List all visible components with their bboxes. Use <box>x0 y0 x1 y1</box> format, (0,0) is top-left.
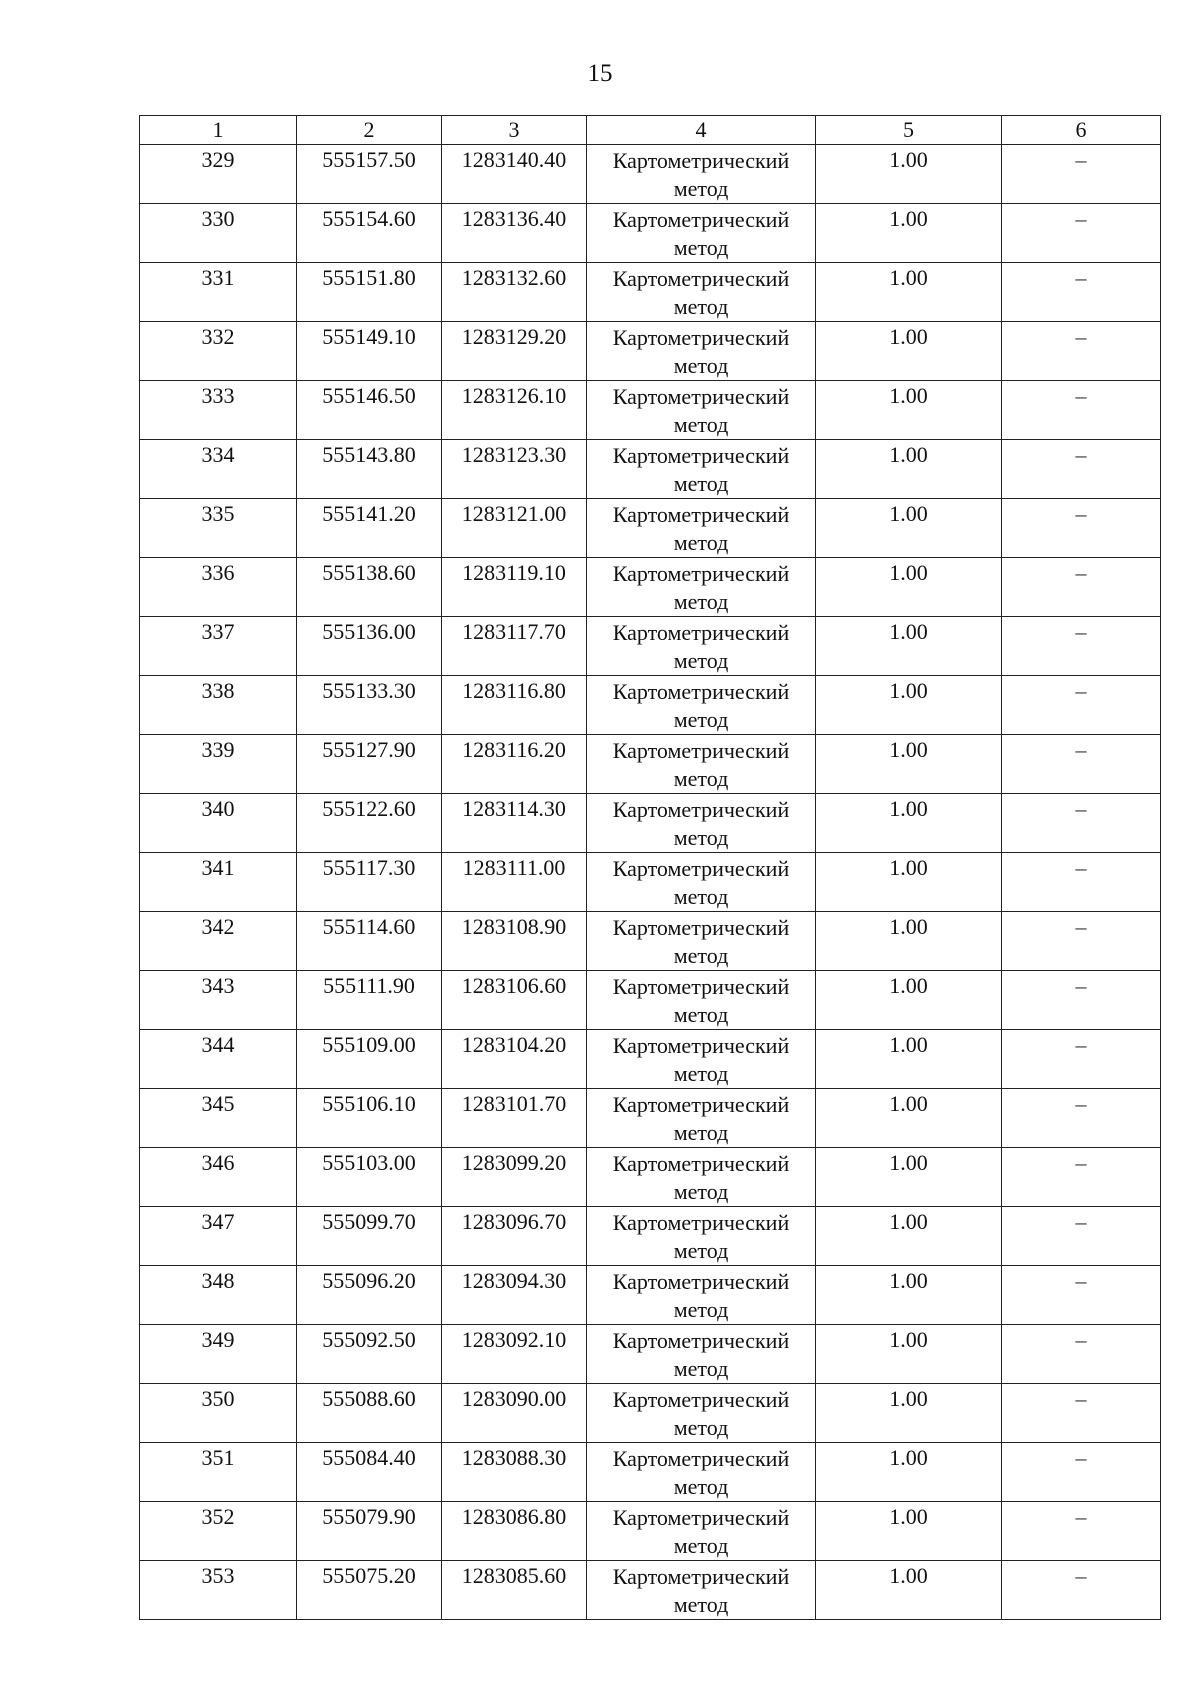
description-cell: – <box>1002 1266 1161 1325</box>
y-coordinate-cell: 1283121.00 <box>442 499 587 558</box>
description-cell: – <box>1002 1384 1161 1443</box>
table-row <box>140 1561 1161 1620</box>
y-coordinate-cell: 1283099.20 <box>442 1148 587 1207</box>
accuracy-cell: 1.00 <box>816 912 1002 971</box>
accuracy-cell: 1.00 <box>816 263 1002 322</box>
accuracy-cell: 1.00 <box>816 1502 1002 1561</box>
accuracy-cell: 1.00 <box>816 1561 1002 1620</box>
y-coordinate-cell: 1283096.70 <box>442 1207 587 1266</box>
accuracy-cell: 1.00 <box>816 1089 1002 1148</box>
x-coordinate-cell: 555149.10 <box>297 322 442 381</box>
x-coordinate-cell: 555157.50 <box>297 145 442 204</box>
table-row <box>140 1502 1161 1561</box>
y-coordinate-cell: 1283094.30 <box>442 1266 587 1325</box>
description-cell: – <box>1002 322 1161 381</box>
accuracy-cell: 1.00 <box>816 794 1002 853</box>
method-cell: Картометрический метод <box>587 853 816 912</box>
y-coordinate-cell: 1283088.30 <box>442 1443 587 1502</box>
x-coordinate-cell: 555117.30 <box>297 853 442 912</box>
description-cell: – <box>1002 735 1161 794</box>
table-row <box>140 794 1161 853</box>
point-number-cell: 341 <box>140 853 297 912</box>
y-coordinate-cell: 1283129.20 <box>442 322 587 381</box>
x-coordinate-cell: 555133.30 <box>297 676 442 735</box>
coordinates-table <box>139 115 1161 1620</box>
y-coordinate-cell: 1283116.80 <box>442 676 587 735</box>
y-coordinate-cell: 1283085.60 <box>442 1561 587 1620</box>
point-number-cell: 343 <box>140 971 297 1030</box>
x-coordinate-cell: 555109.00 <box>297 1030 442 1089</box>
description-cell: – <box>1002 1089 1161 1148</box>
table-row <box>140 1325 1161 1384</box>
point-number-cell: 329 <box>140 145 297 204</box>
point-number-cell: 339 <box>140 735 297 794</box>
y-coordinate-cell: 1283132.60 <box>442 263 587 322</box>
method-cell: Картометрический метод <box>587 381 816 440</box>
accuracy-cell: 1.00 <box>816 1325 1002 1384</box>
point-number-cell: 338 <box>140 676 297 735</box>
y-coordinate-cell: 1283123.30 <box>442 440 587 499</box>
table-row <box>140 617 1161 676</box>
x-coordinate-cell: 555096.20 <box>297 1266 442 1325</box>
method-cell: Картометрический метод <box>587 735 816 794</box>
x-coordinate-cell: 555111.90 <box>297 971 442 1030</box>
y-coordinate-cell: 1283136.40 <box>442 204 587 263</box>
table-row <box>140 322 1161 381</box>
x-coordinate-cell: 555151.80 <box>297 263 442 322</box>
point-number-cell: 342 <box>140 912 297 971</box>
point-number-cell: 336 <box>140 558 297 617</box>
table-body <box>140 145 1161 1620</box>
description-cell: – <box>1002 440 1161 499</box>
description-cell: – <box>1002 1502 1161 1561</box>
table-row <box>140 676 1161 735</box>
point-number-cell: 337 <box>140 617 297 676</box>
x-coordinate-cell: 555075.20 <box>297 1561 442 1620</box>
table-header-row <box>140 116 1161 145</box>
x-coordinate-cell: 555088.60 <box>297 1384 442 1443</box>
accuracy-cell: 1.00 <box>816 499 1002 558</box>
accuracy-cell: 1.00 <box>816 558 1002 617</box>
x-coordinate-cell: 555127.90 <box>297 735 442 794</box>
table-row <box>140 735 1161 794</box>
point-number-cell: 340 <box>140 794 297 853</box>
method-cell: Картометрический метод <box>587 1266 816 1325</box>
method-cell: Картометрический метод <box>587 1561 816 1620</box>
point-number-cell: 331 <box>140 263 297 322</box>
method-cell: Картометрический метод <box>587 558 816 617</box>
table-row <box>140 145 1161 204</box>
point-number-cell: 335 <box>140 499 297 558</box>
y-coordinate-cell: 1283086.80 <box>442 1502 587 1561</box>
y-coordinate-cell: 1283140.40 <box>442 145 587 204</box>
point-number-cell: 332 <box>140 322 297 381</box>
point-number-cell: 349 <box>140 1325 297 1384</box>
point-number-cell: 350 <box>140 1384 297 1443</box>
table-row <box>140 499 1161 558</box>
x-coordinate-cell: 555079.90 <box>297 1502 442 1561</box>
column-header-6: 6 <box>1002 116 1161 145</box>
point-number-cell: 334 <box>140 440 297 499</box>
description-cell: – <box>1002 1148 1161 1207</box>
x-coordinate-cell: 555136.00 <box>297 617 442 676</box>
point-number-cell: 330 <box>140 204 297 263</box>
column-header-5: 5 <box>816 116 1002 145</box>
method-cell: Картометрический метод <box>587 440 816 499</box>
x-coordinate-cell: 555138.60 <box>297 558 442 617</box>
point-number-cell: 347 <box>140 1207 297 1266</box>
table-row <box>140 971 1161 1030</box>
table-row <box>140 1148 1161 1207</box>
method-cell: Картометрический метод <box>587 1089 816 1148</box>
accuracy-cell: 1.00 <box>816 204 1002 263</box>
table-row <box>140 853 1161 912</box>
point-number-cell: 353 <box>140 1561 297 1620</box>
description-cell: – <box>1002 676 1161 735</box>
point-number-cell: 345 <box>140 1089 297 1148</box>
x-coordinate-cell: 555103.00 <box>297 1148 442 1207</box>
description-cell: – <box>1002 794 1161 853</box>
accuracy-cell: 1.00 <box>816 145 1002 204</box>
accuracy-cell: 1.00 <box>816 676 1002 735</box>
accuracy-cell: 1.00 <box>816 853 1002 912</box>
y-coordinate-cell: 1283111.00 <box>442 853 587 912</box>
method-cell: Картометрический метод <box>587 204 816 263</box>
x-coordinate-cell: 555154.60 <box>297 204 442 263</box>
x-coordinate-cell: 555099.70 <box>297 1207 442 1266</box>
accuracy-cell: 1.00 <box>816 1030 1002 1089</box>
accuracy-cell: 1.00 <box>816 971 1002 1030</box>
method-cell: Картометрический метод <box>587 1443 816 1502</box>
description-cell: – <box>1002 1443 1161 1502</box>
description-cell: – <box>1002 912 1161 971</box>
y-coordinate-cell: 1283119.10 <box>442 558 587 617</box>
table-row <box>140 381 1161 440</box>
accuracy-cell: 1.00 <box>816 381 1002 440</box>
table-row <box>140 1030 1161 1089</box>
description-cell: – <box>1002 1030 1161 1089</box>
column-header-1: 1 <box>140 116 297 145</box>
table-row <box>140 263 1161 322</box>
column-header-3: 3 <box>442 116 587 145</box>
description-cell: – <box>1002 1207 1161 1266</box>
method-cell: Картометрический метод <box>587 1030 816 1089</box>
point-number-cell: 333 <box>140 381 297 440</box>
method-cell: Картометрический метод <box>587 263 816 322</box>
method-cell: Картометрический метод <box>587 1325 816 1384</box>
table-row <box>140 1443 1161 1502</box>
accuracy-cell: 1.00 <box>816 322 1002 381</box>
y-coordinate-cell: 1283106.60 <box>442 971 587 1030</box>
description-cell: – <box>1002 263 1161 322</box>
table-row <box>140 204 1161 263</box>
table-row <box>140 1207 1161 1266</box>
method-cell: Картометрический метод <box>587 1502 816 1561</box>
x-coordinate-cell: 555143.80 <box>297 440 442 499</box>
accuracy-cell: 1.00 <box>816 1443 1002 1502</box>
y-coordinate-cell: 1283116.20 <box>442 735 587 794</box>
y-coordinate-cell: 1283101.70 <box>442 1089 587 1148</box>
method-cell: Картометрический метод <box>587 499 816 558</box>
accuracy-cell: 1.00 <box>816 1266 1002 1325</box>
description-cell: – <box>1002 1325 1161 1384</box>
description-cell: – <box>1002 971 1161 1030</box>
x-coordinate-cell: 555146.50 <box>297 381 442 440</box>
method-cell: Картометрический метод <box>587 676 816 735</box>
method-cell: Картометрический метод <box>587 322 816 381</box>
x-coordinate-cell: 555114.60 <box>297 912 442 971</box>
y-coordinate-cell: 1283114.30 <box>442 794 587 853</box>
y-coordinate-cell: 1283090.00 <box>442 1384 587 1443</box>
x-coordinate-cell: 555122.60 <box>297 794 442 853</box>
table-row <box>140 1089 1161 1148</box>
point-number-cell: 346 <box>140 1148 297 1207</box>
y-coordinate-cell: 1283104.20 <box>442 1030 587 1089</box>
point-number-cell: 351 <box>140 1443 297 1502</box>
y-coordinate-cell: 1283108.90 <box>442 912 587 971</box>
method-cell: Картометрический метод <box>587 1207 816 1266</box>
table-row <box>140 440 1161 499</box>
accuracy-cell: 1.00 <box>816 1207 1002 1266</box>
accuracy-cell: 1.00 <box>816 617 1002 676</box>
description-cell: – <box>1002 145 1161 204</box>
y-coordinate-cell: 1283092.10 <box>442 1325 587 1384</box>
point-number-cell: 344 <box>140 1030 297 1089</box>
accuracy-cell: 1.00 <box>816 1384 1002 1443</box>
description-cell: – <box>1002 204 1161 263</box>
description-cell: – <box>1002 381 1161 440</box>
column-header-2: 2 <box>297 116 442 145</box>
column-header-4: 4 <box>587 116 816 145</box>
page-number: 15 <box>587 60 613 87</box>
x-coordinate-cell: 555092.50 <box>297 1325 442 1384</box>
y-coordinate-cell: 1283126.10 <box>442 381 587 440</box>
description-cell: – <box>1002 853 1161 912</box>
x-coordinate-cell: 555084.40 <box>297 1443 442 1502</box>
x-coordinate-cell: 555106.10 <box>297 1089 442 1148</box>
method-cell: Картометрический метод <box>587 617 816 676</box>
description-cell: – <box>1002 499 1161 558</box>
method-cell: Картометрический метод <box>587 1148 816 1207</box>
accuracy-cell: 1.00 <box>816 440 1002 499</box>
method-cell: Картометрический метод <box>587 971 816 1030</box>
method-cell: Картометрический метод <box>587 794 816 853</box>
point-number-cell: 352 <box>140 1502 297 1561</box>
method-cell: Картометрический метод <box>587 1384 816 1443</box>
x-coordinate-cell: 555141.20 <box>297 499 442 558</box>
table-row <box>140 558 1161 617</box>
y-coordinate-cell: 1283117.70 <box>442 617 587 676</box>
table-row <box>140 1384 1161 1443</box>
table-row <box>140 1266 1161 1325</box>
accuracy-cell: 1.00 <box>816 735 1002 794</box>
description-cell: – <box>1002 558 1161 617</box>
description-cell: – <box>1002 1561 1161 1620</box>
accuracy-cell: 1.00 <box>816 1148 1002 1207</box>
point-number-cell: 348 <box>140 1266 297 1325</box>
method-cell: Картометрический метод <box>587 912 816 971</box>
table-row <box>140 912 1161 971</box>
method-cell: Картометрический метод <box>587 145 816 204</box>
description-cell: – <box>1002 617 1161 676</box>
